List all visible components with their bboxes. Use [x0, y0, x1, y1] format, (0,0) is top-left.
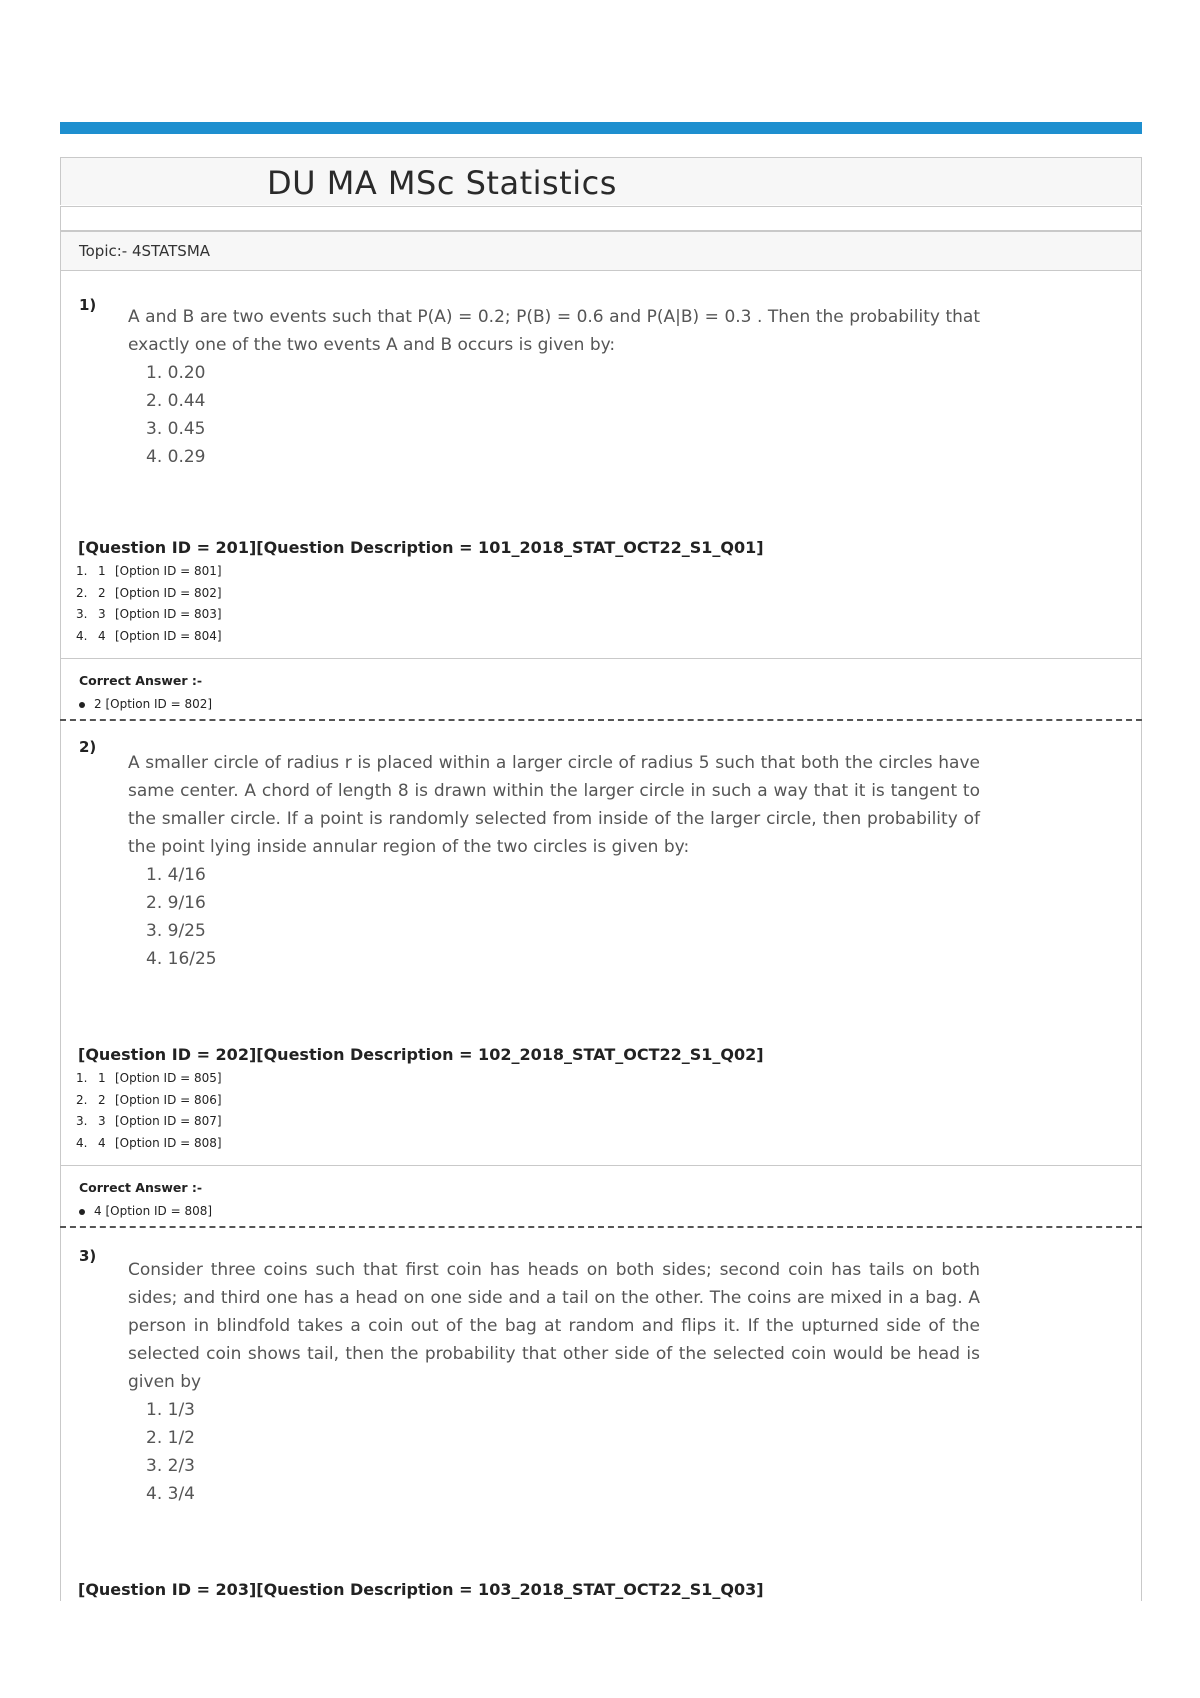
- option-value: 1: [98, 1071, 106, 1085]
- option-id: [Option ID = 803]: [115, 607, 222, 621]
- option-index: 2.: [76, 585, 88, 600]
- option-index: 4.: [76, 628, 88, 643]
- document-sheet: [60, 0, 1142, 1698]
- option-value: 3: [98, 1114, 106, 1128]
- answer-option: 3. 9/25: [146, 921, 206, 941]
- option-id-list: [76, 561, 222, 647]
- option-value: 1: [98, 564, 106, 578]
- correct-answer-label: Correct Answer :-: [79, 1180, 203, 1195]
- answer-option: 1. 4/16: [146, 865, 206, 885]
- page-title: DU MA MSc Statistics: [267, 164, 617, 202]
- answer-options: [146, 861, 217, 973]
- answer-option: 3. 0.45: [146, 419, 206, 439]
- option-id-row: [76, 1068, 222, 1090]
- option-id-row: [76, 1133, 222, 1155]
- section-divider: [61, 1165, 1141, 1166]
- answer-option: 2. 9/16: [146, 893, 206, 913]
- question-number: 3): [79, 1247, 97, 1265]
- question-separator: [60, 1226, 1142, 1228]
- answer-option: 4. 16/25: [146, 949, 217, 969]
- option-id: [Option ID = 802]: [115, 585, 222, 600]
- option-id-row: [76, 561, 222, 583]
- question-id-line: [Question ID = 201][Question Description = 101_2018_STAT_OCT22_S1_Q01]: [78, 538, 764, 557]
- option-id-list: [76, 1068, 222, 1154]
- option-id: [Option ID = 801]: [115, 564, 222, 578]
- section-divider: [61, 658, 1141, 659]
- correct-answer-text: 4 [Option ID = 808]: [94, 1204, 213, 1218]
- answer-option: 2. 1/2: [146, 1428, 195, 1448]
- answer-option: 4. 3/4: [146, 1484, 195, 1504]
- topic-label: Topic:-: [79, 242, 128, 260]
- question-id-line: [Question ID = 203][Question Description = 103_2018_STAT_OCT22_S1_Q03]: [78, 1580, 764, 1599]
- option-value: 4: [98, 1135, 106, 1150]
- option-id-row: [76, 1090, 222, 1112]
- option-id-row: [76, 583, 222, 605]
- bullet-icon: [79, 1209, 85, 1215]
- correct-answer-value: [79, 697, 212, 711]
- header-accent-bar: [60, 122, 1142, 134]
- question-text: A and B are two events such that P(A) = 0.2; P(B) = 0.6 and P(A|B) = 0.3 . Then the probability that exactly one of the two events A and B occurs is given by:: [128, 307, 980, 355]
- questions-container: [60, 271, 1142, 1601]
- option-value: 3: [98, 607, 106, 621]
- answer-option: 2. 0.44: [146, 391, 206, 411]
- answer-option: 1. 0.20: [146, 363, 206, 383]
- correct-answer-label: Correct Answer :-: [79, 673, 203, 688]
- option-id: [Option ID = 805]: [115, 1071, 222, 1085]
- option-id-row: [76, 1111, 222, 1133]
- option-id-row: [76, 604, 222, 626]
- option-index: 3.: [76, 607, 88, 621]
- option-value: 2: [98, 585, 106, 600]
- option-value: 2: [98, 1092, 106, 1107]
- option-index: 3.: [76, 1114, 88, 1128]
- correct-answer-value: [79, 1204, 212, 1218]
- question-separator: [60, 719, 1142, 721]
- topic-row: [60, 231, 1142, 271]
- answer-option: 3. 2/3: [146, 1456, 195, 1476]
- answer-option: 1. 1/3: [146, 1400, 195, 1420]
- question-id-line: [Question ID = 202][Question Description = 102_2018_STAT_OCT22_S1_Q02]: [78, 1045, 764, 1064]
- answer-options: [146, 359, 205, 471]
- topic-line: [79, 242, 210, 260]
- option-id-row: [76, 626, 222, 648]
- option-value: 4: [98, 628, 106, 643]
- option-id: [Option ID = 804]: [115, 628, 222, 643]
- spacer-row: [60, 206, 1142, 231]
- option-id: [Option ID = 807]: [115, 1114, 222, 1128]
- answer-options: [146, 1396, 195, 1508]
- option-index: 1.: [76, 1071, 88, 1085]
- answer-option: 4. 0.29: [146, 447, 206, 467]
- question-text: Consider three coins such that first coin has heads on both sides; second coin has tails on both sides; and third one has a head on one side and a tail on the other. The coins are mixed in a bag. A person in blindfold takes a coin out of the bag at random and flips it. If the upturned side of the selected coin shows tail, then the probability that other side of the selected coin would be head is given by: [128, 1260, 980, 1392]
- question-text: A smaller circle of radius r is placed within a larger circle of radius 5 such that both the circles have same center. A chord of length 8 is drawn within the larger circle in such a way that it is tangent to the smaller circle. If a point is randomly selected from inside of the larger circle, then probability of the point lying inside annular region of the two circles is given by:: [128, 753, 980, 857]
- option-index: 4.: [76, 1135, 88, 1150]
- option-id: [Option ID = 806]: [115, 1092, 222, 1107]
- option-index: 2.: [76, 1092, 88, 1107]
- bullet-icon: [79, 702, 85, 708]
- question-number: 2): [79, 738, 97, 756]
- question-number: 1): [79, 296, 97, 314]
- option-id: [Option ID = 808]: [115, 1135, 222, 1150]
- title-box: [60, 157, 1142, 205]
- correct-answer-text: 2 [Option ID = 802]: [94, 697, 213, 711]
- option-index: 1.: [76, 564, 88, 578]
- topic-value: 4STATSMA: [131, 242, 211, 260]
